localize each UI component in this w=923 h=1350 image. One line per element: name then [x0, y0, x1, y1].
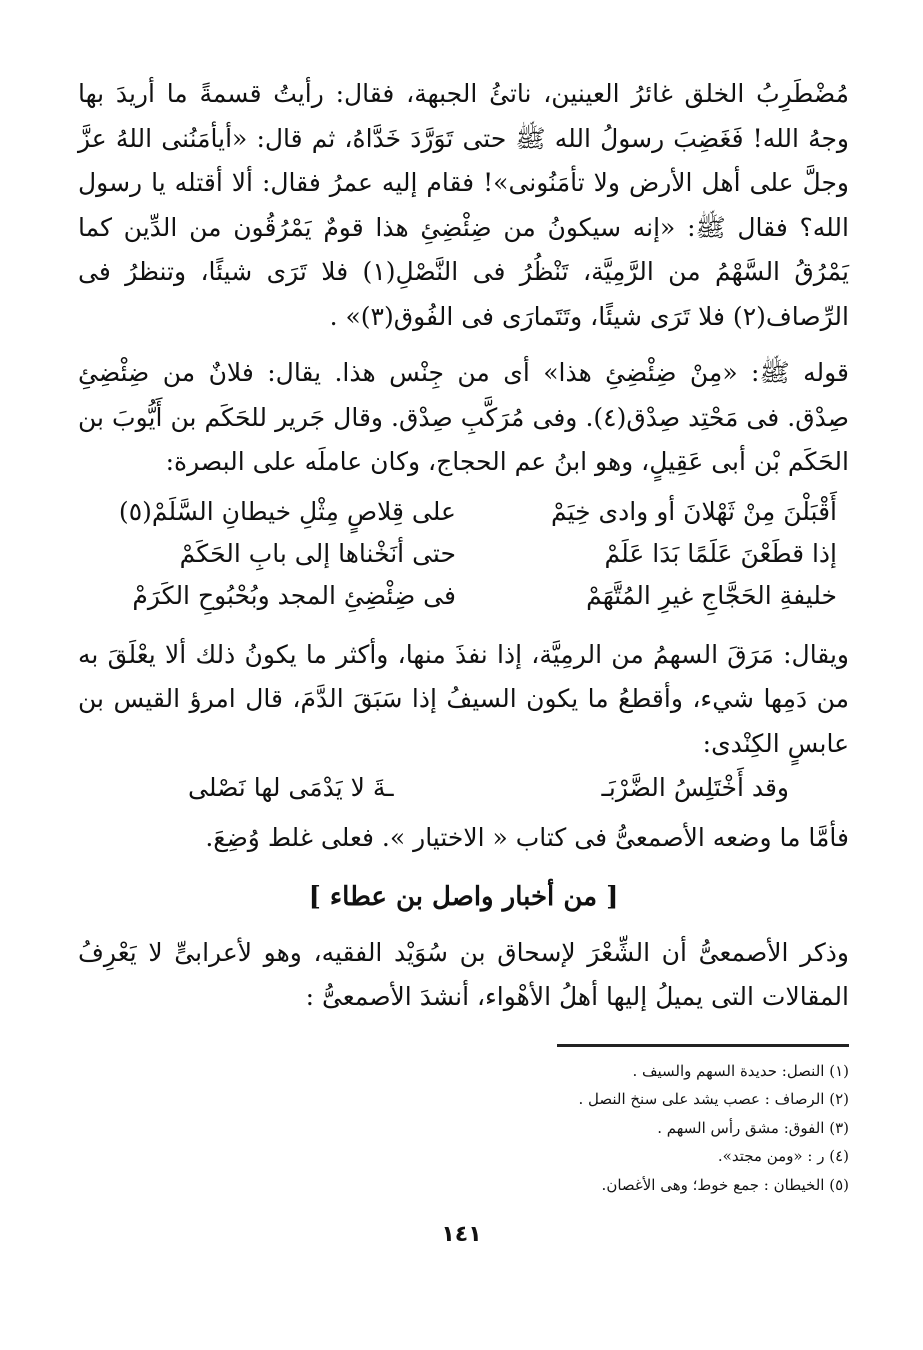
paragraph-4	[78, 816, 849, 861]
section-title: [ من أخبار واصل بن عطاء ]	[308, 881, 619, 912]
footnote-item: (٣) الفوق: مشق رأس السهم .	[657, 1118, 849, 1137]
poem-verse	[78, 533, 849, 575]
poem-block	[78, 491, 849, 617]
paragraph-text: قوله ﷺ: «مِنْ ضِئْضِئِ هذا» أى من جِنْس هذا. يقال: فلانٌ من ضِئْضِئِ صِدْق. فى مَحْتِد صِدْق(٤). وفى مُرَكَّبِ صِدْق. وقال جَرير للحَكَم بن أَيُّوبَ بن الحَكَم بْن أبى عَقِيلٍ، وهو ابنُ عم الحجاج، وكان عاملَه على البصرة:	[78, 358, 849, 476]
verse-first-hemistich: وقد أَخْتَلِسُ الضَّرْبَـ	[601, 773, 789, 802]
poem-verse	[78, 491, 849, 533]
verse-second-hemistich: فى ضِئْضِئِ المجد وبُحْبُوحِ الكَرَمْ	[132, 580, 456, 610]
verse-second-hemistich: حتى أنَخْناها إلى بابِ الحَكَمْ	[179, 538, 456, 568]
footnote-item: (٢) الرصاف : عصب يشد على سنخ النصل .	[578, 1090, 849, 1108]
paragraph-text: ويقال: مَرَقَ السهمُ من الرمِيَّة، إذا نفذَ منها، وأكثر ما يكونُ ذلك ألا يعْلَقَ به من دَمِها شيء، وأقطعُ ما يكون السيفُ إذا سَبَقَ الدَّمَ، قال امرؤ القيس بن عابسٍ الكِنْدى:	[78, 639, 849, 758]
verse-first-hemistich: إذا قطَعْنَ عَلَمًا بَدَا عَلَمْ	[604, 538, 837, 568]
verse-second-hemistich: ـةَ لا يَدْمَى لها نَصْلى	[188, 773, 394, 802]
footnote-item: (١) النصل: حديدة السهم والسيف .	[632, 1061, 849, 1080]
footnote-item: (٤) ر : «ومن مجتد».	[717, 1147, 849, 1165]
paragraph-2	[78, 351, 849, 485]
paragraph-text: فأمَّا ما وضعه الأصمعىُّ فى كتاب « الاختيار ». فعلى غلط وُضِعَ.	[205, 823, 849, 852]
verse-second-hemistich: على قِلاصٍ مِثْلِ خيطانِ السَّلَمْ(٥)	[118, 496, 456, 526]
verse-first-hemistich: خليفةِ الحَجَّاجِ غيرِ المُتَّهَمْ	[586, 580, 837, 610]
footnotes	[78, 1057, 849, 1200]
paragraph-text: مُضْطَرِبُ الخلق غائرُ العينين، ناتئُ الجبهة، فقال: رأيتُ قسمةً ما أريدَ بها وجهُ الله! فَغَضِبَ رسولُ الله ﷺ حتى تَوَرَّدَ خَدَّاهُ، ثم قال: «أيأمَنُنى اللهُ عزَّ وجلَّ على أهل الأرض ولا تأمَنُونى»! فقام إليه عمرُ فقال: ألا أقتله يا رسول الله؟ فقال ﷺ: «إنه سيكونُ من ضِئْضِئِ هذا قومٌ يَمْرُقُون من الدِّين كما يَمْرُقُ السَّهْمُ من الرَّمِيَّة، تَنْظُرُ فى النَّصْلِ(١) فلا تَرَى شيئًا، وتنظرُ فى الرِّصاف(٢) فلا تَرَى شيئًا، وتَتَمارَى فى الفُوق(٣)» .	[78, 79, 850, 331]
paragraph-3	[78, 633, 849, 767]
single-verse	[78, 766, 849, 810]
footnote-item: (٥) الخيطان : جمع خوط؛ وهى الأغصان.	[601, 1175, 849, 1194]
footnote-divider	[557, 1044, 849, 1047]
page-number: ١٤١	[441, 1222, 482, 1247]
paragraph-1	[78, 72, 849, 339]
paragraph-text: وذكر الأصمعىُّ أن الشِّعْرَ لإسحاق بن سُوَيْد الفقيه، وهو لأعرابىٍّ لا يَعْرِفُ المقالات التى يميلُ إليها أهلُ الأهْواء، أنشدَ الأصمعىُّ :	[78, 937, 849, 1011]
poem-verse	[78, 575, 849, 617]
verse-first-hemistich: أَقْبَلْنَ مِنْ ثَهْلانَ أو وادى خِيَمْ	[550, 496, 837, 526]
paragraph-5	[78, 931, 849, 1020]
